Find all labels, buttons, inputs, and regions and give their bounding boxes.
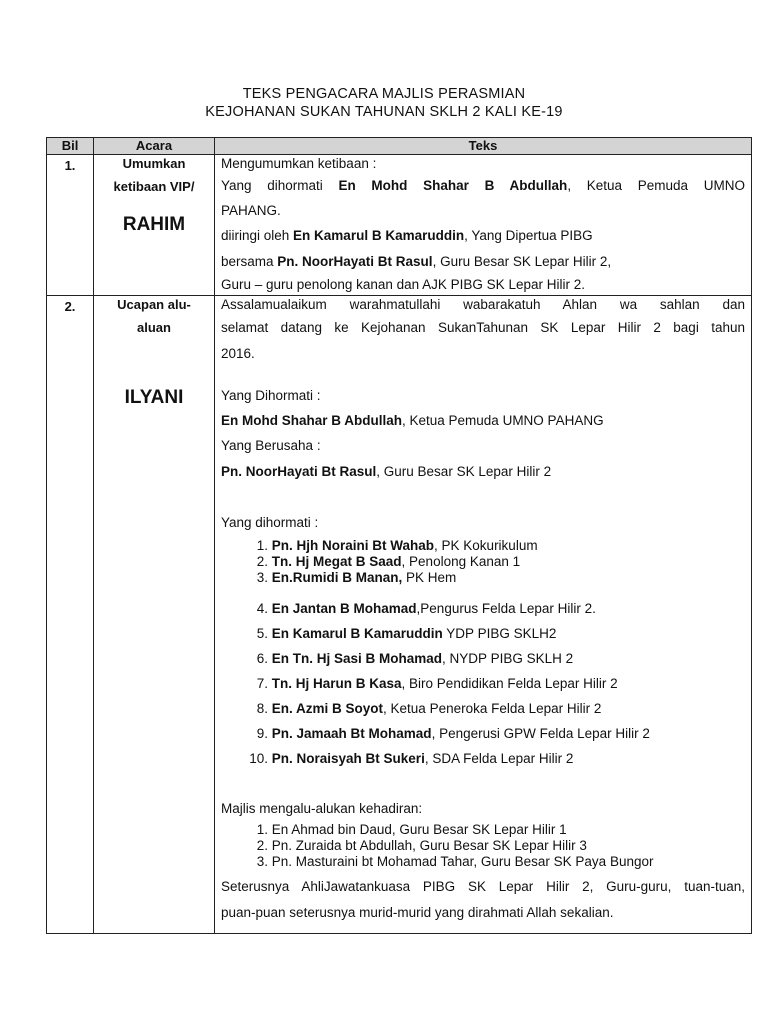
text-span: , Guru Besar SK Lepar Hilir 2,	[432, 254, 612, 269]
guest-title: , Penolong Kanan 1	[401, 554, 521, 569]
emcee-name: ILYANI	[124, 387, 184, 408]
document-title-line-2: KEJOHANAN SUKAN TAHUNAN SKLH 2 KALI KE-19	[205, 104, 563, 120]
guest-name: Tn. Hj Harun B Kasa	[271, 676, 402, 691]
guest-title: , Biro Pendidikan Felda Lepar Hilir 2	[401, 676, 618, 691]
agenda-label: Umumkan	[122, 156, 186, 171]
vip-name: Pn. NoorHayati Bt Rasul	[277, 254, 433, 269]
text-line: Assalamualaikum warahmatullahi wabarakatuh Ahlan wa sahlan dan	[221, 297, 745, 312]
guest-list	[221, 538, 745, 586]
text-span: , Yang Dipertua PIBG	[464, 228, 593, 243]
guest-name: En Tn. Hj Sasi B Mohamad	[271, 651, 443, 666]
text-span: Yang dihormati	[221, 178, 339, 193]
header-teks: Teks	[215, 138, 752, 155]
list-number: 3.	[256, 570, 268, 585]
agenda-label: ketibaan VIP/	[113, 179, 195, 194]
list-number: 1.	[256, 538, 268, 553]
list-number: 6.	[256, 651, 268, 666]
list-number: 10.	[249, 751, 268, 766]
list-item	[221, 721, 745, 746]
list-item	[221, 538, 745, 554]
list-number: 9.	[256, 726, 268, 741]
text-line: Mengumumkan ketibaan :	[221, 156, 377, 171]
vip-name: En Mohd Shahar B Abdullah	[338, 178, 568, 193]
list-number: 7.	[256, 676, 268, 691]
text-line: selamat datang ke Kejohanan SukanTahunan SK Lepar Hilir 2 bagi tahun	[221, 320, 745, 335]
header-bil: Bil	[47, 138, 94, 155]
text-span: , Guru Besar SK Lepar Hilir 2	[376, 464, 552, 479]
text-line	[221, 249, 745, 275]
guest-title: ,Pengurus Felda Lepar Hilir 2.	[416, 601, 596, 616]
guest-title: , SDA Felda Lepar Hilir 2	[424, 751, 574, 766]
guest-entry: En Ahmad bin Daud, Guru Besar SK Lepar Hilir 1	[271, 822, 567, 837]
script-cell	[215, 296, 752, 934]
list-item	[221, 621, 745, 646]
vip-name: En Mohd Shahar B Abdullah	[221, 413, 402, 428]
list-item	[221, 822, 745, 838]
guest-list	[221, 822, 745, 870]
text-line: Seterusnya AhliJawatankuasa PIBG SK Lepar Hilir 2, Guru-guru, tuan-tuan,	[221, 879, 745, 894]
list-item	[221, 596, 745, 621]
text-line: Yang Dihormati :	[221, 388, 321, 403]
text-line	[221, 173, 745, 199]
list-number: 4.	[256, 601, 268, 616]
guest-name: Pn. Hjh Noraini Bt Wahab	[271, 538, 435, 553]
text-span: bersama	[221, 254, 278, 269]
agenda-label: Ucapan alu-	[117, 297, 191, 312]
program-table	[46, 137, 752, 934]
agenda-cell	[94, 155, 215, 296]
guest-name: Pn. Noraisyah Bt Sukeri	[271, 751, 425, 766]
text-span: diiringi oleh	[221, 228, 294, 243]
emcee-name: RAHIM	[122, 214, 186, 235]
text-line: PAHANG.	[221, 203, 281, 218]
vip-name: En Kamarul B Kamaruddin	[293, 228, 465, 243]
guest-list	[221, 596, 745, 771]
agenda-cell	[94, 296, 215, 934]
guest-name: En.Rumidi B Manan,	[271, 570, 403, 585]
header-acara: Acara	[94, 138, 215, 155]
text-line: Guru – guru penolong kanan dan AJK PIBG SK Lepar Hilir 2.	[221, 277, 585, 292]
text-line: puan-puan seterusnya murid-murid yang dirahmati Allah sekalian.	[221, 905, 614, 920]
guest-name: En Kamarul B Kamaruddin	[271, 626, 443, 641]
guest-entry: Pn. Zuraida bt Abdullah, Guru Besar SK Lepar Hilir 3	[271, 838, 587, 853]
guest-entry: Pn. Masturaini bt Mohamad Tahar, Guru Besar SK Paya Bungor	[271, 854, 654, 869]
header-row	[47, 138, 752, 155]
text-span: , Ketua Pemuda UMNO	[567, 178, 745, 193]
list-number: 5.	[256, 626, 268, 641]
text-line: Yang dihormati :	[221, 515, 319, 530]
guest-name: En. Azmi B Soyot	[271, 701, 384, 716]
text-line	[221, 408, 745, 433]
list-number: 2.	[256, 838, 268, 853]
list-item	[221, 854, 745, 870]
vip-name: Pn. NoorHayati Bt Rasul	[221, 464, 377, 479]
list-item	[221, 696, 745, 721]
list-item	[221, 838, 745, 854]
guest-title: , Ketua Peneroka Felda Lepar Hilir 2	[383, 701, 602, 716]
list-number: 2.	[256, 554, 268, 569]
guest-name: En Jantan B Mohamad	[271, 601, 417, 616]
list-number: 3.	[256, 854, 268, 869]
row-number: 1.	[47, 155, 94, 296]
agenda-label: aluan	[137, 320, 171, 335]
list-item	[221, 570, 745, 586]
guest-name: Pn. Jamaah Bt Mohamad	[271, 726, 432, 741]
list-item	[221, 554, 745, 570]
row-number: 2.	[47, 296, 94, 934]
guest-title: PK Hem	[402, 570, 457, 585]
guest-title: , PK Kokurikulum	[434, 538, 538, 553]
table-row	[47, 296, 752, 934]
guest-title: , Pengerusi GPW Felda Lepar Hilir 2	[431, 726, 650, 741]
text-line: Majlis mengalu-alukan kehadiran:	[221, 801, 423, 816]
document-title-line-1: TEKS PENGACARA MAJLIS PERASMIAN	[242, 86, 526, 102]
guest-title: YDP PIBG SKLH2	[442, 626, 557, 641]
script-cell	[215, 155, 752, 296]
text-span: , Ketua Pemuda UMNO PAHANG	[402, 413, 604, 428]
list-item	[221, 746, 745, 771]
list-item	[221, 646, 745, 671]
list-number: 8.	[256, 701, 268, 716]
guest-name: Tn. Hj Megat B Saad	[271, 554, 402, 569]
table-row	[47, 155, 752, 296]
list-number: 1.	[256, 822, 268, 837]
text-line: Yang Berusaha :	[221, 438, 321, 453]
text-line	[221, 223, 745, 249]
guest-title: , NYDP PIBG SKLH 2	[442, 651, 574, 666]
text-line: 2016.	[221, 346, 255, 361]
list-item	[221, 671, 745, 696]
text-line	[221, 458, 745, 486]
